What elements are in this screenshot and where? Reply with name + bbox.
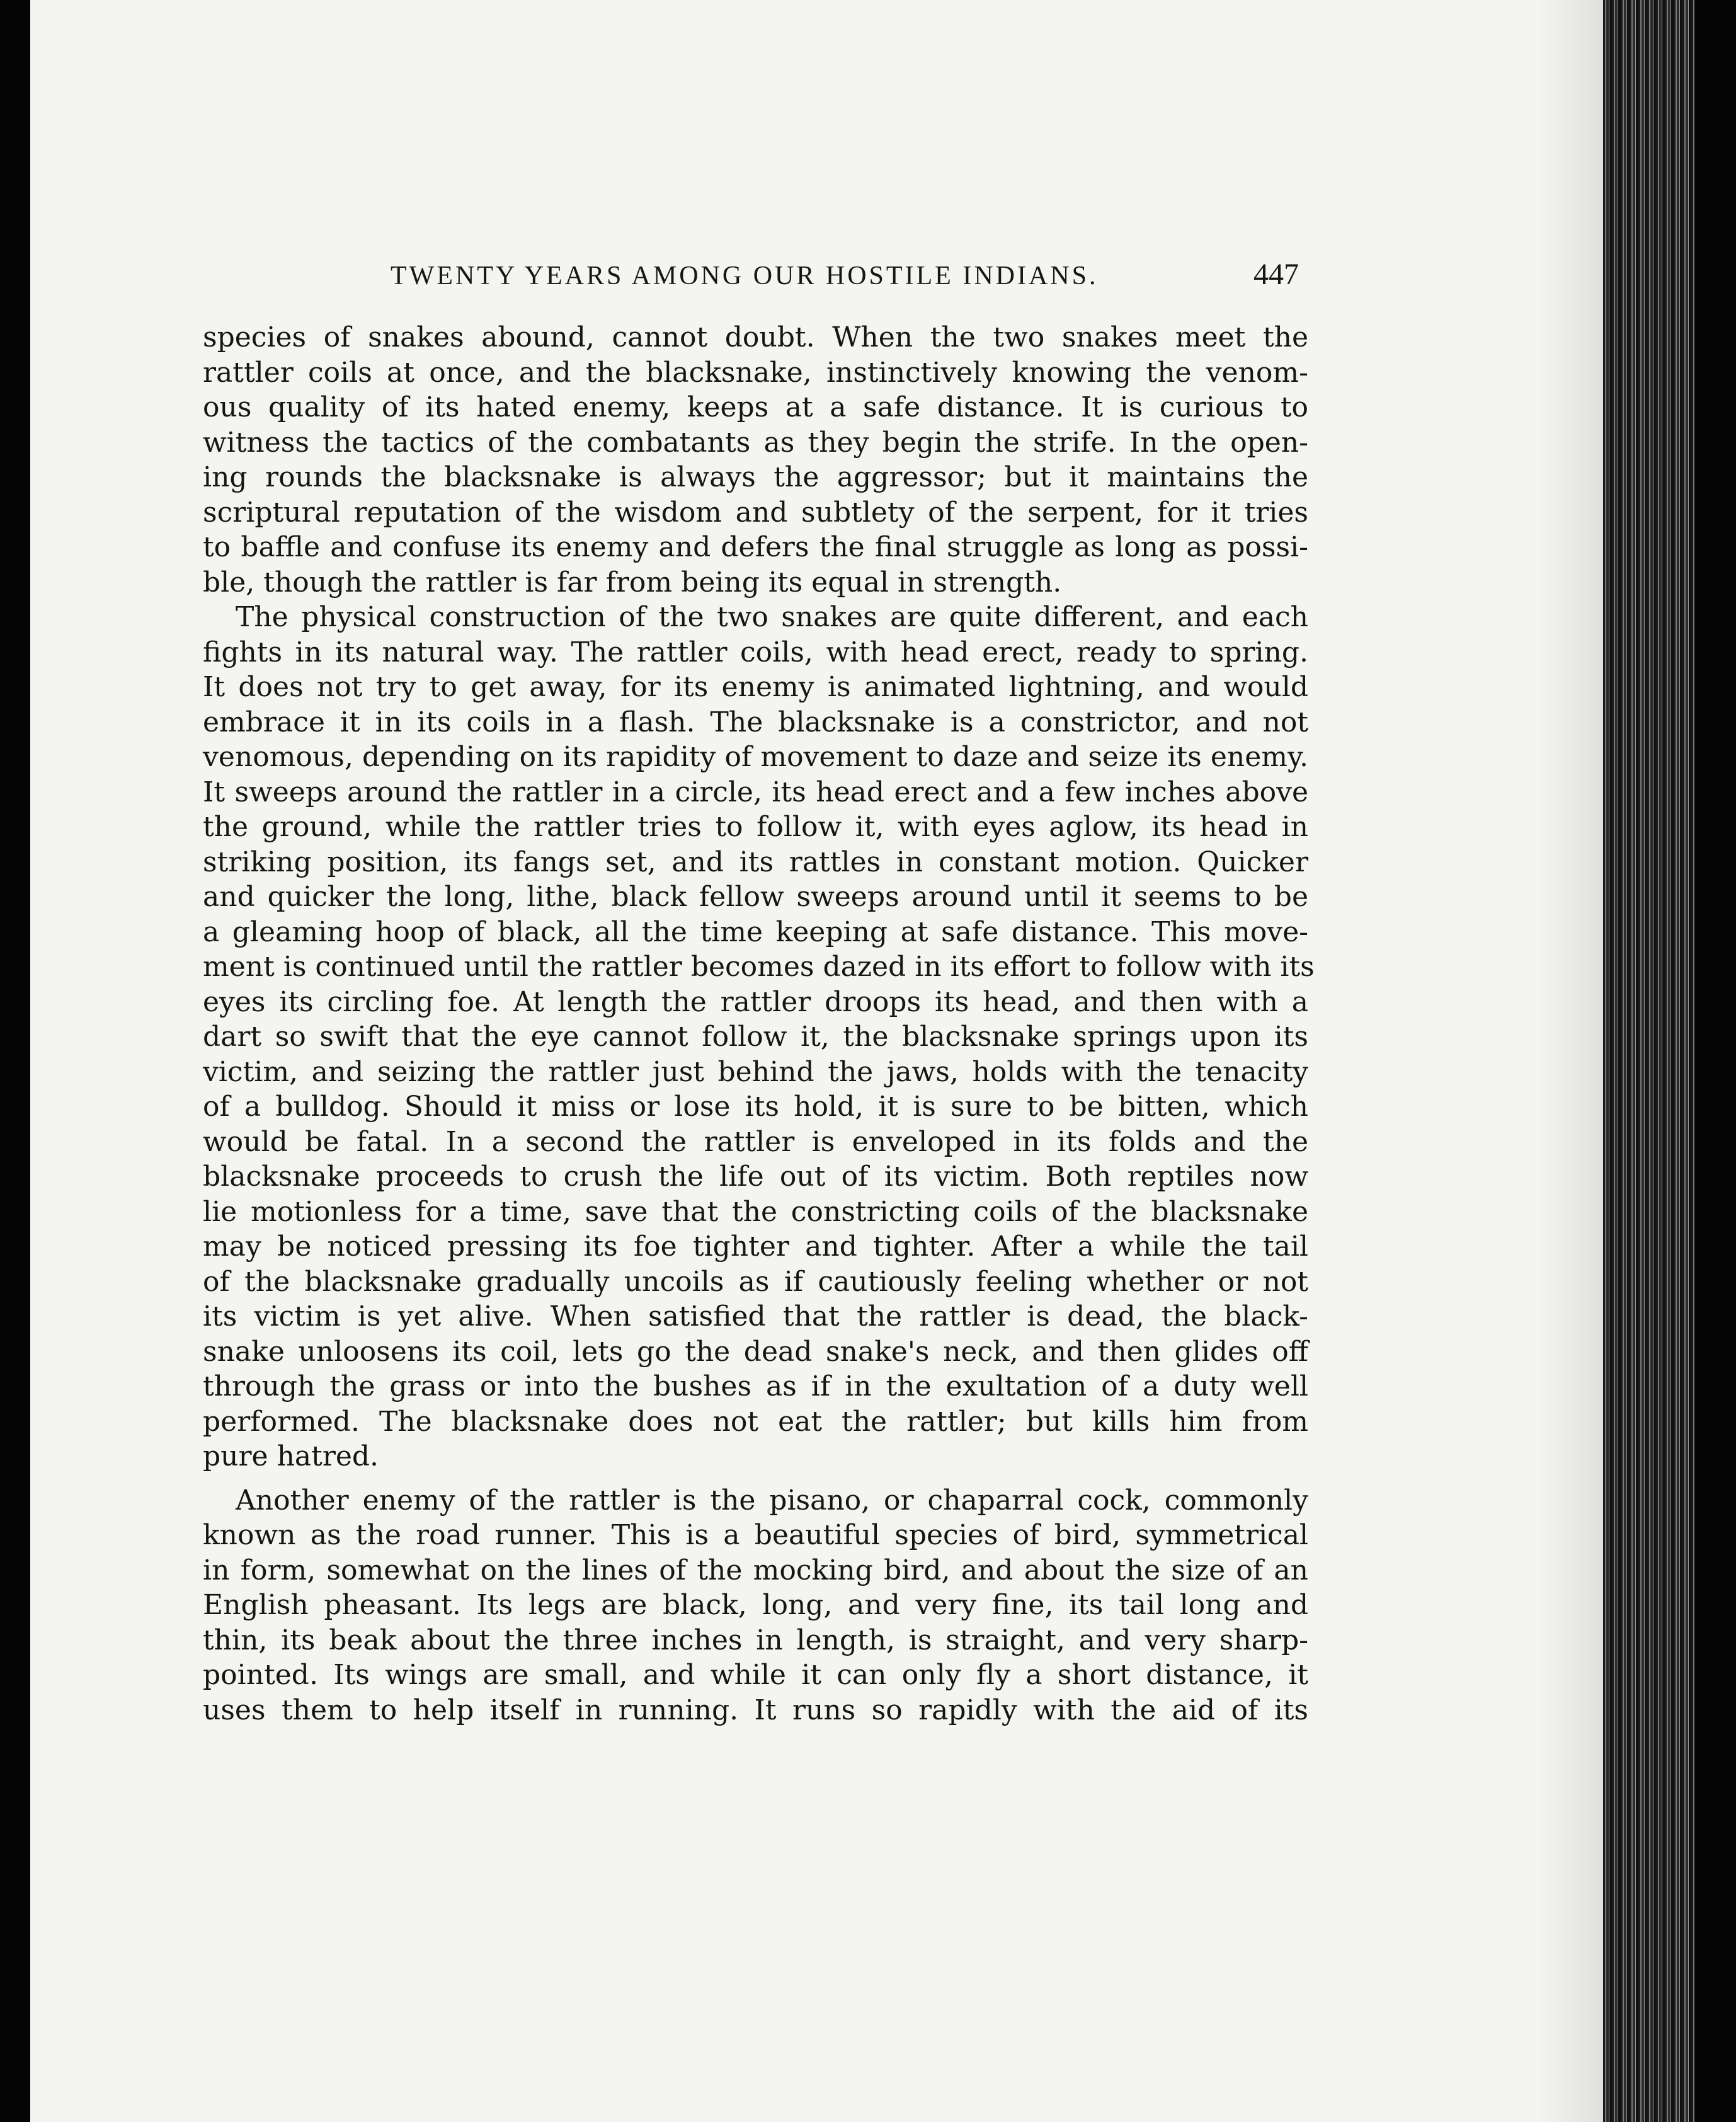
text-line: and quicker the long, lithe, black fellow sweeps around until it seems to be [203,881,1308,913]
page-number: 447 [1253,258,1299,291]
text-line: dart so swift that the eye cannot follow it, the blacksnake springs upon its [203,1021,1308,1053]
text-line: rattler coils at once, and the blacksnake, instinctively knowing the venom- [203,356,1308,389]
text-line: lie motionless for a time, save that the constricting coils of the blacksnake [203,1195,1308,1228]
text-line: Another enemy of the rattler is the pisano, or chaparral cock, commonly [236,1484,1308,1517]
text-line: its victim is yet alive. When satisfied that the rattler is dead, the black- [203,1300,1308,1333]
text-line: blacksnake proceeds to crush the life out of its victim. Both reptiles now [203,1161,1308,1193]
text-line: victim, and seizing the rattler just behind the jaws, holds with the tenacity [203,1055,1308,1088]
text-line: performed. The blacksnake does not eat the rattler; but kills him from [203,1405,1308,1438]
body-text [203,320,1315,1728]
text-line: the ground, while the rattler tries to follow it, with eyes aglow, its head in [203,811,1308,843]
text-line: It sweeps around the rattler in a circle, its head erect and a few inches above [203,776,1308,808]
text-line: pure hatred. [203,1440,379,1472]
text-line: ment is continued until the rattler becomes dazed in its effort to follow with its [203,951,1315,983]
text-line: eyes its circling foe. At length the rattler droops its head, and then with a [203,985,1308,1018]
paragraph-1 [203,320,1308,600]
text-line: venomous, depending on its rapidity of movement to daze and seize its enemy. [203,741,1308,773]
text-line: in form, somewhat on the lines of the mocking bird, and about the size of an [203,1554,1308,1586]
text-line: ble, though the rattler is far from being its equal in strength. [203,566,1062,599]
paragraph-spacing [203,1474,1308,1483]
text-line: would be fatal. In a second the rattler is enveloped in its folds and the [203,1125,1308,1158]
running-head: TWENTY YEARS AMONG OUR HOSTILE INDIANS. [391,261,1099,290]
text-line: through the grass or into the bushes as if in the exultation of a duty well [203,1370,1308,1402]
text-line: uses them to help itself in running. It runs so rapidly with the aid of its [203,1694,1308,1726]
text-line: ing rounds the blacksnake is always the aggressor; but it maintains the [203,461,1308,493]
text-line: ous quality of its hated enemy, keeps at a safe distance. It is curious to [203,391,1308,423]
paragraph-2 [203,600,1315,1474]
scanner-right-border [1694,0,1736,2122]
text-line: The physical construction of the two snakes are quite different, and each [236,601,1308,633]
text-line: to baffle and confuse its enemy and defers the final struggle as long as possi- [203,531,1308,563]
text-line: pointed. Its wings are small, and while it can only fly a short distance, it [203,1659,1308,1691]
scanner-left-border [0,0,30,2122]
text-line: of the blacksnake gradually uncoils as if cautiously feeling whether or not [203,1265,1308,1298]
text-line: known as the road runner. This is a beautiful species of bird, symmetrical [203,1519,1308,1551]
paragraph-3 [203,1483,1308,1728]
text-line: of a bulldog. Should it miss or lose its hold, it is sure to be bitten, which [203,1091,1308,1123]
text-line: witness the tactics of the combatants as they begin the strife. In the open- [203,426,1308,459]
text-line: fights in its natural way. The rattler coils, with head erect, ready to spring. [203,636,1308,668]
text-line: English pheasant. Its legs are black, long, and very fine, its tail long and [203,1589,1308,1621]
text-line: snake unloosens its coil, lets go the dead snake's neck, and then glides off [203,1335,1308,1368]
text-line: a gleaming hoop of black, all the time keeping at safe distance. This move- [203,915,1308,948]
text-line: species of snakes abound, cannot doubt. When the two snakes meet the [203,321,1308,353]
text-line: striking position, its fangs set, and its rattles in constant motion. Quicker [203,846,1308,878]
text-line: embrace it in its coils in a flash. The blacksnake is a constrictor, and not [203,706,1308,738]
text-line: thin, its beak about the three inches in length, is straight, and very sharp- [203,1624,1308,1656]
text-line: scriptural reputation of the wisdom and subtlety of the serpent, for it tries [203,496,1308,529]
text-line: may be noticed pressing its foe tighter and tighter. After a while the tail [203,1230,1308,1263]
text-line: It does not try to get away, for its enemy is animated lightning, and would [203,671,1308,703]
